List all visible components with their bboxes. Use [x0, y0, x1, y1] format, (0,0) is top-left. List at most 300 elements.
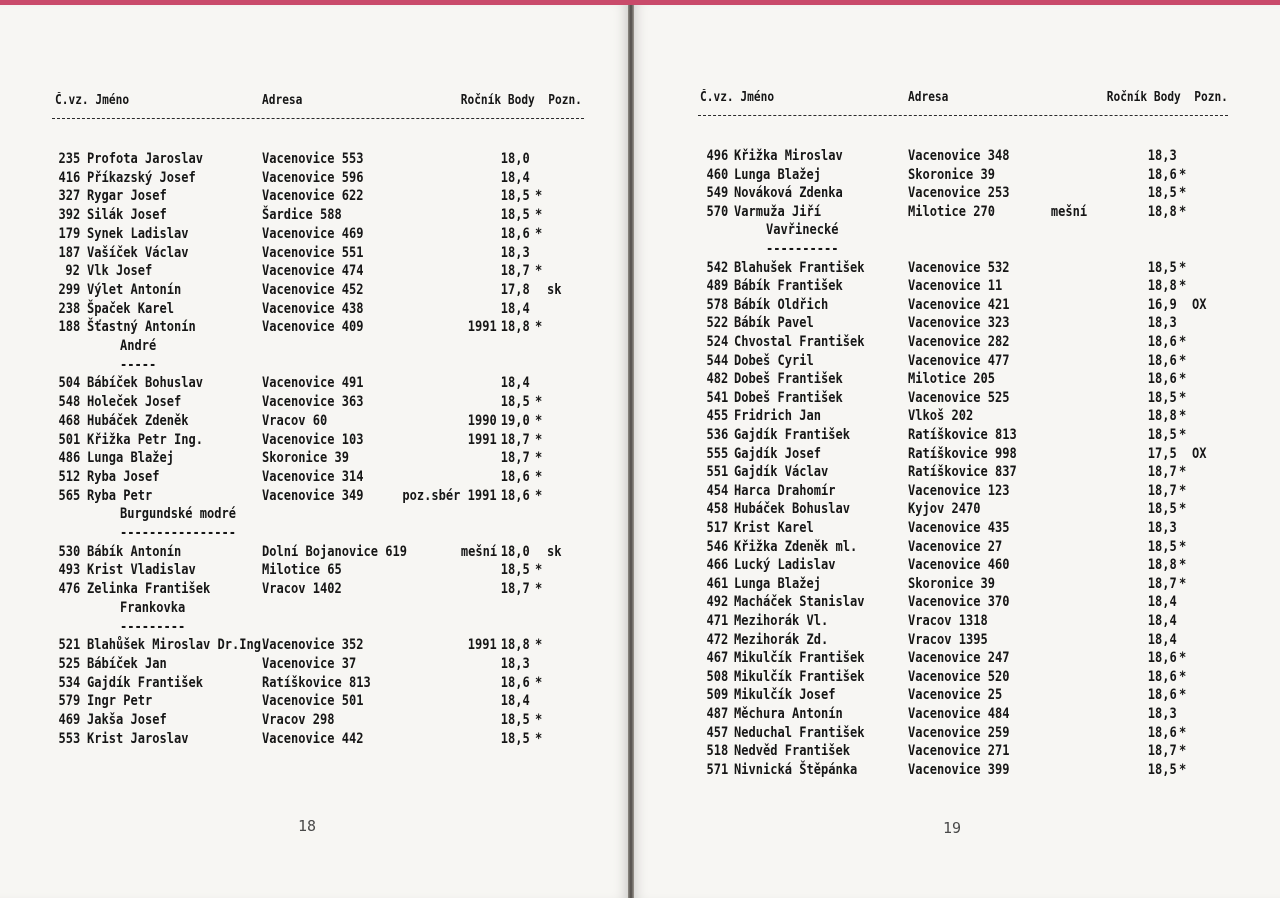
entry-address: Vacenovice 282	[908, 334, 1010, 350]
entry-star: *	[535, 188, 543, 205]
entry-number: 549	[706, 185, 728, 202]
entry-name: Blahůšek Miroslav Dr.Ing.	[87, 637, 269, 654]
entry-name: Dobeš František	[734, 389, 843, 406]
table-row	[0, 581, 628, 600]
entry-points: 18,6	[501, 487, 530, 504]
entry-number: 524	[706, 334, 728, 350]
header-cvz-name: Č.vz. Jméno	[700, 90, 775, 105]
entry-number: 416	[58, 169, 80, 186]
entry-points: 18,5	[501, 188, 530, 205]
entry-name: Synek Ladislav	[87, 225, 189, 242]
entry-points: 18,6	[501, 468, 530, 485]
entry-note: OX	[1192, 296, 1207, 313]
entry-points: 18,7	[501, 263, 530, 280]
entry-name: Mikulčík František	[734, 668, 865, 685]
entry-name: Bábíček Jan	[87, 655, 167, 672]
table-row	[0, 450, 628, 469]
entry-name: Špaček Karel	[87, 300, 174, 317]
entry-name: Lunga Blažej	[734, 575, 821, 592]
entry-number: 542	[706, 259, 728, 276]
entry-name: Nedvěd František	[734, 743, 850, 760]
entry-star: *	[1179, 389, 1187, 406]
entry-number: 468	[58, 412, 80, 429]
entry-star: *	[535, 468, 543, 485]
entry-name: Lunga Blažej	[734, 166, 821, 183]
header-address: Adresa	[908, 90, 949, 105]
entry-address: Vacenovice 442	[262, 730, 364, 747]
entry-number: 578	[706, 296, 728, 313]
page-number: 18	[298, 817, 317, 835]
entry-address: Vacenovice 435	[908, 520, 1010, 536]
entry-name: Nivnická Štěpánka	[734, 761, 858, 778]
entry-address: Skoronice 39	[908, 166, 995, 183]
entry-star: *	[1179, 371, 1187, 388]
entry-star: *	[535, 225, 543, 242]
entry-points: 18,8	[1148, 408, 1177, 425]
table-row	[634, 315, 1280, 334]
entry-note: sk	[547, 543, 562, 560]
entry-number: 482	[706, 371, 728, 388]
entry-star: *	[1179, 743, 1187, 760]
entry-name: Harca Drahomír	[734, 482, 836, 499]
entry-name: Měchura Antonín	[734, 706, 843, 722]
entry-address: Vracov 60	[262, 412, 328, 429]
table-row	[0, 731, 628, 750]
table-row	[634, 371, 1280, 390]
entry-number: 188	[58, 319, 80, 336]
table-row	[0, 544, 628, 563]
entry-address: Vacenovice 103	[262, 431, 364, 448]
entry-points: 18,4	[1148, 631, 1177, 648]
entry-address: Vacenovice 525	[908, 389, 1010, 406]
entry-points: 18,3	[1148, 520, 1177, 536]
entry-name: Macháček Stanislav	[734, 594, 865, 611]
entry-points: 18,6	[501, 674, 530, 691]
entry-name: Krist Vladislav	[87, 562, 196, 579]
entry-number: 509	[706, 687, 728, 704]
entry-year: 1991	[468, 431, 497, 448]
table-row	[0, 675, 628, 694]
entry-points: 18,7	[1148, 464, 1177, 481]
table-row	[0, 656, 628, 675]
table-row	[634, 427, 1280, 446]
entry-number: 551	[706, 464, 728, 481]
entry-address: Vacenovice 123	[908, 482, 1010, 499]
entry-number: 455	[706, 408, 728, 425]
entry-address: Vacenovice 622	[262, 188, 364, 205]
table-row	[0, 282, 628, 301]
entry-address: Vacenovice 37	[262, 655, 357, 672]
section-label: Frankovka	[120, 599, 186, 616]
entry-star: *	[535, 637, 543, 654]
entry-star: *	[535, 562, 543, 579]
entry-star: *	[1179, 761, 1187, 778]
entry-star: *	[1179, 278, 1187, 295]
entry-year: mešní	[460, 543, 497, 560]
section-underline	[0, 525, 628, 544]
entry-points: 18,6	[1148, 687, 1177, 704]
entry-points: 18,5	[501, 730, 530, 747]
entry-points: 18,3	[1148, 315, 1177, 332]
entry-address: Vacenovice 348	[908, 148, 1010, 164]
entry-star: *	[535, 319, 543, 336]
table-row	[634, 408, 1280, 427]
entry-points: 18,6	[1148, 668, 1177, 685]
table-row	[0, 413, 628, 432]
entry-number: 518	[706, 743, 728, 760]
entry-address: Vacenovice 474	[262, 263, 364, 280]
table-row	[0, 319, 628, 338]
entry-points: 17,8	[501, 281, 530, 298]
entry-name: Fridrich Jan	[734, 408, 821, 425]
entry-name: Vašíček Václav	[87, 244, 189, 261]
entry-name: Křižka Miroslav	[734, 148, 843, 164]
entry-star: *	[1179, 650, 1187, 667]
table-row	[634, 762, 1280, 781]
entry-number: 565	[58, 487, 80, 504]
entry-points: 18,3	[501, 244, 530, 261]
entry-address: Vacenovice 363	[262, 394, 364, 411]
page-right	[634, 5, 1280, 898]
entry-star: *	[1179, 501, 1187, 518]
entry-address: Vracov 298	[262, 712, 335, 728]
table-row	[634, 669, 1280, 688]
entry-address: Vacenovice 484	[908, 706, 1010, 722]
entry-address: Dolní Bojanovice 619	[262, 543, 407, 560]
entry-address: Vacenovice 460	[908, 557, 1010, 574]
entry-year: 1991	[468, 637, 497, 654]
entry-points: 16,9	[1148, 296, 1177, 313]
entry-star: *	[1179, 185, 1187, 202]
entry-points: 18,6	[1148, 352, 1177, 369]
entry-points: 18,4	[501, 693, 530, 710]
table-row	[634, 520, 1280, 539]
entry-points: 18,7	[501, 581, 530, 598]
entry-star: *	[535, 487, 543, 504]
entry-number: 179	[58, 225, 80, 242]
entry-name: Blahušek František	[734, 259, 865, 276]
entry-address: Vacenovice 247	[908, 650, 1010, 667]
table-row	[634, 353, 1280, 372]
entry-address: Vacenovice 253	[908, 185, 1010, 202]
entry-star: *	[535, 712, 543, 728]
entry-address: Vacenovice 532	[908, 259, 1010, 276]
entry-points: 17,5	[1148, 445, 1177, 462]
entry-number: 493	[58, 562, 80, 579]
entry-points: 18,4	[501, 300, 530, 317]
entry-address: Ratíškovice 813	[908, 427, 1017, 443]
table-row	[0, 469, 628, 488]
entry-address: Vacenovice 271	[908, 743, 1010, 760]
entry-address: Vacenovice 349	[262, 487, 364, 504]
entry-address: Kyjov 2470	[908, 501, 981, 518]
entry-address: Ratíškovice 813	[262, 674, 371, 691]
entry-name: Gajdík Josef	[734, 445, 821, 462]
entry-year: 1991	[468, 319, 497, 336]
entry-star: *	[1179, 668, 1187, 685]
entry-number: 570	[706, 203, 728, 220]
table-row	[634, 334, 1280, 353]
entry-address: Vacenovice 551	[262, 244, 364, 261]
entry-points: 18,3	[501, 655, 530, 672]
entry-number: 486	[58, 450, 80, 467]
entry-address: Ratíškovice 837	[908, 464, 1017, 481]
entry-name: Křižka Zdeněk ml.	[734, 538, 858, 555]
entry-star: *	[535, 412, 543, 429]
page-left	[0, 5, 628, 898]
entry-name: Gajdík František	[734, 427, 850, 443]
header-rule	[52, 118, 584, 120]
entry-number: 238	[58, 300, 80, 317]
table-row	[0, 301, 628, 320]
entry-points: 18,5	[501, 394, 530, 411]
entry-points: 18,6	[501, 225, 530, 242]
entry-points: 18,6	[1148, 334, 1177, 350]
table-row	[634, 632, 1280, 651]
table-row	[0, 170, 628, 189]
entry-address: Skoronice 39	[262, 450, 349, 467]
table-row	[634, 185, 1280, 204]
entry-points: 18,5	[1148, 259, 1177, 276]
entry-name: Bábík František	[734, 278, 843, 295]
entry-name: Gajdík Václav	[734, 464, 829, 481]
entry-name: Jakša Josef	[87, 712, 167, 728]
entry-star: *	[1179, 724, 1187, 741]
entry-points: 18,4	[501, 375, 530, 392]
table-row	[634, 483, 1280, 502]
entry-address: Vracov 1402	[262, 581, 342, 598]
table-row	[634, 260, 1280, 279]
entry-star: *	[535, 394, 543, 411]
entry-address: Vacenovice 421	[908, 296, 1010, 313]
entry-number: 454	[706, 482, 728, 499]
entry-number: 525	[58, 655, 80, 672]
entry-number: 467	[706, 650, 728, 667]
entry-star: *	[535, 581, 543, 598]
entry-name: Nováková Zdenka	[734, 185, 843, 202]
entry-points: 18,7	[1148, 482, 1177, 499]
table-row	[0, 562, 628, 581]
section-underline-text: ----------	[766, 241, 839, 257]
entry-name: Mikulčík Josef	[734, 687, 836, 704]
entry-number: 489	[706, 278, 728, 295]
entry-address: Vracov 1318	[908, 613, 988, 629]
table-row	[634, 501, 1280, 520]
entry-points: 18,6	[1148, 724, 1177, 741]
entry-address: Vacenovice 27	[908, 538, 1003, 555]
entry-name: Profota Jaroslav	[87, 151, 203, 167]
entry-points: 18,8	[501, 319, 530, 336]
entry-points: 18,4	[501, 169, 530, 186]
table-row	[634, 706, 1280, 725]
entry-address: Vacenovice 352	[262, 637, 364, 654]
entry-address: Vacenovice 323	[908, 315, 1010, 332]
entry-name: Hubáček Bohuslav	[734, 501, 850, 518]
entry-name: Bábík Antonín	[87, 543, 182, 560]
entry-number: 512	[58, 468, 80, 485]
entry-note: sk	[547, 281, 562, 298]
entry-address: Vacenovice 477	[908, 352, 1010, 369]
table-row	[634, 650, 1280, 669]
entry-star: *	[535, 730, 543, 747]
entry-name: Lucký Ladislav	[734, 557, 836, 574]
entry-star: *	[1179, 575, 1187, 592]
table-row	[634, 204, 1280, 223]
entry-number: 327	[58, 188, 80, 205]
table-row	[0, 488, 628, 507]
entry-address: Vacenovice 596	[262, 169, 364, 186]
entry-points: 18,7	[1148, 743, 1177, 760]
entry-name: Příkazský Josef	[87, 169, 196, 186]
section-underline	[0, 619, 628, 638]
entry-star: *	[1179, 427, 1187, 443]
header-cvz-name: Č.vz. Jméno	[55, 93, 130, 108]
entry-note: OX	[1192, 445, 1207, 462]
table-row	[634, 576, 1280, 595]
entry-number: 187	[58, 244, 80, 261]
section-underline-text: ---------	[120, 618, 186, 635]
entry-address: Vacenovice 314	[262, 468, 364, 485]
section-underline-text: ----------------	[120, 525, 236, 541]
entry-name: Vlk Josef	[87, 263, 153, 280]
table-row	[0, 637, 628, 656]
entry-number: 392	[58, 207, 80, 224]
entry-name: Lunga Blažej	[87, 450, 174, 467]
page-number: 19	[943, 819, 962, 837]
entry-star: *	[1179, 166, 1187, 183]
entry-address: Vacenovice 409	[262, 319, 364, 336]
entry-name: Mezihorák Vl.	[734, 613, 829, 629]
entry-points: 18,4	[1148, 594, 1177, 611]
entry-points: 19,0	[501, 412, 530, 429]
table-row	[0, 375, 628, 394]
entry-points: 18,6	[1148, 166, 1177, 183]
entry-number: 466	[706, 557, 728, 574]
entry-points: 18,5	[1148, 427, 1177, 443]
entry-name: Silák Josef	[87, 207, 167, 224]
entry-number: 548	[58, 394, 80, 411]
table-row	[0, 188, 628, 207]
entry-star: *	[535, 674, 543, 691]
entry-star: *	[1179, 352, 1187, 369]
header-address: Adresa	[262, 93, 303, 108]
entry-address: Vacenovice 25	[908, 687, 1003, 704]
entry-star: *	[1179, 557, 1187, 574]
entry-number: 501	[58, 431, 80, 448]
entry-number: 460	[706, 166, 728, 183]
entry-points: 18,5	[1148, 538, 1177, 555]
entry-year: 1990	[468, 412, 497, 429]
entry-address: Vacenovice 438	[262, 300, 364, 317]
entry-star: *	[535, 263, 543, 280]
table-row	[634, 594, 1280, 613]
entry-name: Ryba Josef	[87, 468, 160, 485]
entry-points: 18,8	[1148, 557, 1177, 574]
entry-points: 18,3	[1148, 706, 1177, 722]
entry-address: Milotice 270	[908, 203, 995, 220]
section-title	[634, 222, 1280, 241]
entry-number: 521	[58, 637, 80, 654]
table-row	[0, 712, 628, 731]
entry-name: Mezihorák Zd.	[734, 631, 829, 648]
entry-points: 18,8	[501, 637, 530, 654]
entry-points: 18,8	[1148, 203, 1177, 220]
section-underline	[634, 241, 1280, 260]
entry-points: 18,5	[501, 207, 530, 224]
entry-name: Výlet Antonín	[87, 281, 182, 298]
entry-points: 18,0	[501, 543, 530, 560]
entry-name: Křižka Petr Ing.	[87, 431, 203, 448]
table-row	[634, 446, 1280, 465]
entry-star: *	[1179, 687, 1187, 704]
entry-address: Vacenovice 11	[908, 278, 1003, 295]
entry-number: 458	[706, 501, 728, 518]
entry-name: Rygar Josef	[87, 188, 167, 205]
entry-name: Šťastný Antonín	[87, 319, 196, 336]
entry-number: 92	[65, 263, 80, 280]
entry-name: Dobeš Cyril	[734, 352, 814, 369]
table-row	[634, 148, 1280, 167]
section-underline-text: -----	[120, 356, 157, 373]
table-row	[0, 151, 628, 170]
entry-name: Gajdík František	[87, 674, 203, 691]
entry-number: 579	[58, 693, 80, 710]
entry-star: *	[1179, 334, 1187, 350]
entry-address: Milotice 205	[908, 371, 995, 388]
entry-points: 18,7	[501, 431, 530, 448]
entry-name: Holeček Josef	[87, 394, 182, 411]
entry-points: 18,8	[1148, 278, 1177, 295]
entry-points: 18,5	[1148, 501, 1177, 518]
entry-star: *	[1179, 259, 1187, 276]
section-label: André	[120, 338, 157, 354]
entry-points: 18,5	[501, 712, 530, 728]
entry-name: Ingr Petr	[87, 693, 153, 710]
entry-star: *	[1179, 464, 1187, 481]
entry-name: Hubáček Zdeněk	[87, 412, 189, 429]
entry-address: Vacenovice 491	[262, 375, 364, 392]
entry-address: Vacenovice 452	[262, 281, 364, 298]
entry-name: Neduchal František	[734, 724, 865, 741]
entry-address: Ratíškovice 998	[908, 445, 1017, 462]
entry-number: 536	[706, 427, 728, 443]
entry-star: *	[535, 207, 543, 224]
entry-number: 496	[706, 148, 728, 164]
entry-address: Milotice 65	[262, 562, 342, 579]
entry-number: 546	[706, 538, 728, 555]
entry-number: 469	[58, 712, 80, 728]
entry-number: 235	[58, 151, 80, 167]
entry-star: *	[1179, 538, 1187, 555]
table-row	[634, 390, 1280, 409]
section-title	[0, 600, 628, 619]
entry-number: 472	[706, 631, 728, 648]
entry-star: *	[1179, 203, 1187, 220]
entry-points: 18,5	[1148, 761, 1177, 778]
entry-number: 471	[706, 613, 728, 629]
entry-name: Bábík Pavel	[734, 315, 814, 332]
table-row	[0, 263, 628, 282]
section-label: Burgundské modré	[120, 506, 236, 523]
entry-number: 541	[706, 389, 728, 406]
entry-star: *	[535, 450, 543, 467]
entry-star: *	[1179, 482, 1187, 499]
entry-name: Zelinka František	[87, 581, 211, 598]
table-row	[634, 687, 1280, 706]
section-underline	[0, 357, 628, 376]
header-rule	[698, 115, 1228, 117]
entry-address: Vacenovice 501	[262, 693, 364, 710]
